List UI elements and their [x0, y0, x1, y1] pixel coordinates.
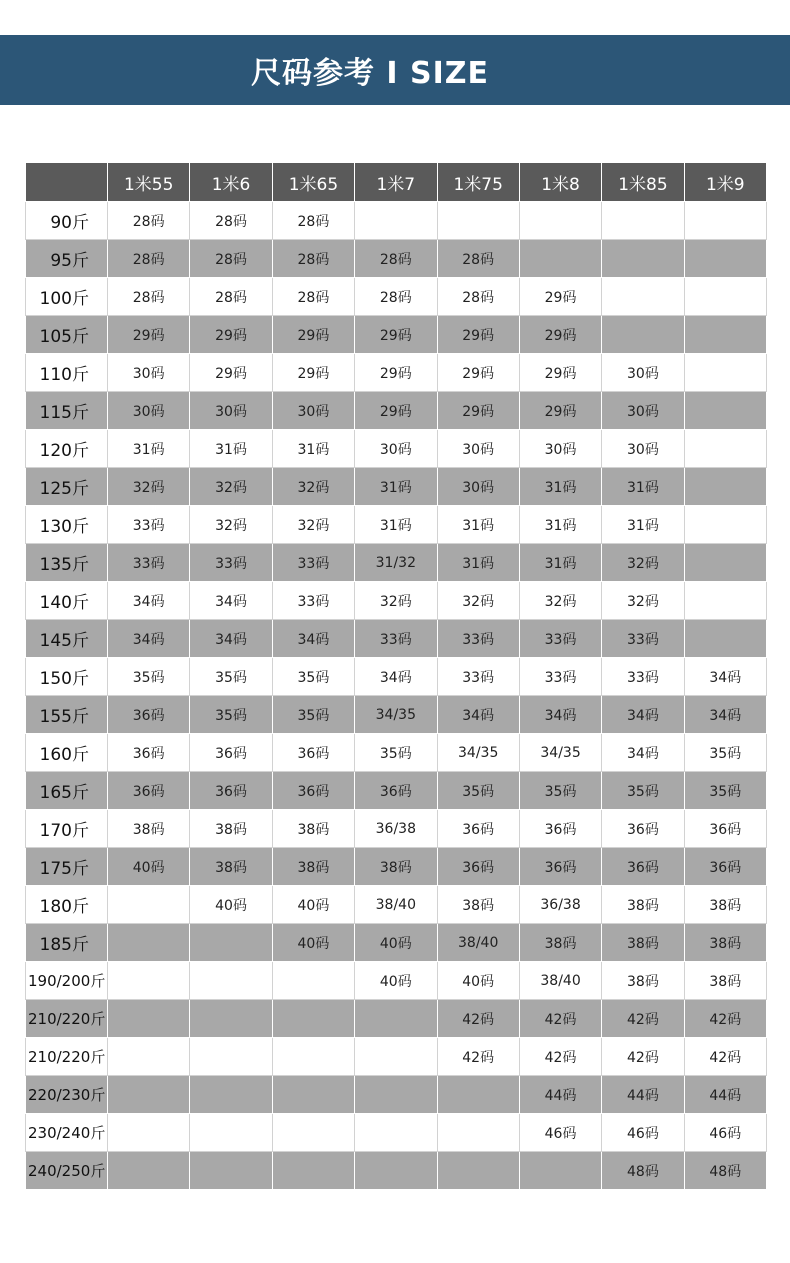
size-cell: 34码 — [272, 620, 354, 658]
table-row — [26, 544, 767, 582]
size-cell — [684, 354, 766, 392]
height-column-header: 1米6 — [190, 163, 272, 202]
size-cell — [519, 1152, 601, 1190]
weight-cell: 155斤 — [26, 696, 108, 734]
table-row — [26, 924, 767, 962]
weight-cell: 165斤 — [26, 772, 108, 810]
size-cell — [272, 1152, 354, 1190]
size-cell — [272, 1076, 354, 1114]
size-cell: 38/40 — [355, 886, 437, 924]
weight-cell: 220/230斤 — [26, 1076, 108, 1114]
size-cell: 33码 — [602, 658, 684, 696]
size-cell: 32码 — [519, 582, 601, 620]
size-cell: 35码 — [190, 658, 272, 696]
height-column-header: 1米7 — [355, 163, 437, 202]
size-cell: 28码 — [437, 240, 519, 278]
size-cell — [437, 202, 519, 240]
size-cell: 34码 — [190, 582, 272, 620]
size-cell: 38码 — [684, 886, 766, 924]
size-cell: 35码 — [602, 772, 684, 810]
weight-cell: 240/250斤 — [26, 1152, 108, 1190]
size-cell: 33码 — [519, 620, 601, 658]
size-cell: 38码 — [684, 962, 766, 1000]
table-row — [26, 354, 767, 392]
size-cell: 32码 — [355, 582, 437, 620]
size-cell: 34码 — [519, 696, 601, 734]
table-row — [26, 886, 767, 924]
weight-cell: 170斤 — [26, 810, 108, 848]
size-cell — [355, 1152, 437, 1190]
size-cell: 38码 — [108, 810, 190, 848]
size-cell: 36码 — [437, 848, 519, 886]
size-cell: 40码 — [190, 886, 272, 924]
size-cell: 29码 — [355, 316, 437, 354]
size-cell: 29码 — [355, 354, 437, 392]
size-cell: 32码 — [272, 468, 354, 506]
size-cell — [108, 962, 190, 1000]
size-cell: 30码 — [602, 392, 684, 430]
size-cell: 33码 — [437, 658, 519, 696]
table-row — [26, 848, 767, 886]
size-cell: 30码 — [272, 392, 354, 430]
size-cell: 31码 — [602, 506, 684, 544]
size-cell: 38码 — [190, 810, 272, 848]
size-cell — [355, 202, 437, 240]
size-cell: 40码 — [355, 962, 437, 1000]
size-cell: 29码 — [519, 354, 601, 392]
size-cell: 30码 — [355, 430, 437, 468]
height-column-header: 1米65 — [272, 163, 354, 202]
size-table-body — [26, 202, 767, 1190]
size-cell: 32码 — [437, 582, 519, 620]
size-cell: 42码 — [519, 1000, 601, 1038]
size-cell: 34/35 — [437, 734, 519, 772]
size-cell — [602, 316, 684, 354]
size-cell: 29码 — [519, 392, 601, 430]
size-cell: 29码 — [437, 392, 519, 430]
size-cell: 33码 — [108, 544, 190, 582]
size-cell: 35码 — [684, 734, 766, 772]
size-cell — [437, 1076, 519, 1114]
table-row — [26, 202, 767, 240]
size-cell: 31码 — [519, 468, 601, 506]
size-cell: 31码 — [190, 430, 272, 468]
height-column-header: 1米55 — [108, 163, 190, 202]
size-cell — [190, 1114, 272, 1152]
size-cell: 36码 — [519, 848, 601, 886]
size-cell: 42码 — [684, 1038, 766, 1076]
size-cell: 35码 — [437, 772, 519, 810]
table-row — [26, 620, 767, 658]
weight-cell: 185斤 — [26, 924, 108, 962]
size-cell: 28码 — [108, 240, 190, 278]
size-cell: 34码 — [602, 734, 684, 772]
size-cell: 29码 — [437, 354, 519, 392]
size-cell: 35码 — [272, 658, 354, 696]
size-cell: 32码 — [602, 582, 684, 620]
size-cell — [190, 962, 272, 1000]
size-cell: 31码 — [519, 544, 601, 582]
size-cell — [272, 1114, 354, 1152]
size-cell: 36码 — [108, 696, 190, 734]
size-cell: 38码 — [602, 924, 684, 962]
size-chart-table — [25, 162, 767, 1190]
size-cell: 29码 — [437, 316, 519, 354]
size-cell: 36码 — [190, 772, 272, 810]
size-cell: 30码 — [519, 430, 601, 468]
size-cell: 30码 — [602, 430, 684, 468]
size-cell: 35码 — [190, 696, 272, 734]
size-cell: 33码 — [355, 620, 437, 658]
size-cell: 34/35 — [355, 696, 437, 734]
height-column-header: 1米8 — [519, 163, 601, 202]
size-cell — [437, 1152, 519, 1190]
size-cell: 38码 — [519, 924, 601, 962]
size-cell: 38码 — [437, 886, 519, 924]
size-cell — [519, 240, 601, 278]
table-row — [26, 1038, 767, 1076]
size-cell — [272, 962, 354, 1000]
size-cell — [602, 240, 684, 278]
size-cell: 34码 — [108, 582, 190, 620]
weight-cell: 140斤 — [26, 582, 108, 620]
size-cell: 28码 — [355, 278, 437, 316]
size-cell: 29码 — [519, 278, 601, 316]
weight-cell: 105斤 — [26, 316, 108, 354]
size-cell: 46码 — [519, 1114, 601, 1152]
size-cell: 35码 — [272, 696, 354, 734]
size-cell: 33码 — [437, 620, 519, 658]
weight-cell: 135斤 — [26, 544, 108, 582]
weight-cell: 130斤 — [26, 506, 108, 544]
size-cell: 32码 — [108, 468, 190, 506]
size-cell: 30码 — [437, 468, 519, 506]
size-cell: 29码 — [272, 354, 354, 392]
size-cell: 46码 — [684, 1114, 766, 1152]
size-cell: 42码 — [519, 1038, 601, 1076]
size-cell: 46码 — [602, 1114, 684, 1152]
size-cell: 38码 — [190, 848, 272, 886]
size-cell: 31码 — [272, 430, 354, 468]
size-cell: 28码 — [272, 240, 354, 278]
size-cell: 35码 — [684, 772, 766, 810]
size-cell: 36/38 — [519, 886, 601, 924]
size-cell — [684, 506, 766, 544]
size-cell: 40码 — [108, 848, 190, 886]
table-row — [26, 734, 767, 772]
size-cell: 33码 — [272, 582, 354, 620]
size-cell: 42码 — [602, 1038, 684, 1076]
size-cell — [355, 1038, 437, 1076]
size-cell — [190, 1038, 272, 1076]
size-cell: 38/40 — [437, 924, 519, 962]
weight-cell: 150斤 — [26, 658, 108, 696]
size-cell: 36码 — [190, 734, 272, 772]
table-row — [26, 1152, 767, 1190]
size-cell — [355, 1076, 437, 1114]
size-cell: 31/32 — [355, 544, 437, 582]
size-cell: 32码 — [190, 468, 272, 506]
size-cell: 30码 — [437, 430, 519, 468]
size-cell: 28码 — [272, 278, 354, 316]
weight-cell: 110斤 — [26, 354, 108, 392]
size-cell: 34码 — [108, 620, 190, 658]
size-cell — [272, 1038, 354, 1076]
table-row — [26, 1114, 767, 1152]
table-row — [26, 772, 767, 810]
size-cell: 42码 — [437, 1038, 519, 1076]
size-cell: 36码 — [684, 810, 766, 848]
size-cell: 33码 — [602, 620, 684, 658]
size-cell: 36码 — [684, 848, 766, 886]
size-cell: 42码 — [684, 1000, 766, 1038]
size-cell — [108, 1076, 190, 1114]
height-column-header: 1米85 — [602, 163, 684, 202]
table-row — [26, 962, 767, 1000]
size-cell: 28码 — [190, 278, 272, 316]
weight-cell: 100斤 — [26, 278, 108, 316]
weight-cell: 210/220斤 — [26, 1038, 108, 1076]
size-cell: 36/38 — [355, 810, 437, 848]
size-cell: 36码 — [602, 848, 684, 886]
size-cell: 36码 — [602, 810, 684, 848]
weight-cell: 180斤 — [26, 886, 108, 924]
size-cell — [684, 278, 766, 316]
size-cell: 42码 — [437, 1000, 519, 1038]
table-row — [26, 1076, 767, 1114]
size-cell — [684, 468, 766, 506]
size-cell — [519, 202, 601, 240]
size-cell — [437, 1114, 519, 1152]
size-cell — [108, 886, 190, 924]
size-cell: 31码 — [602, 468, 684, 506]
size-cell — [684, 544, 766, 582]
size-cell — [684, 240, 766, 278]
size-cell: 36码 — [272, 772, 354, 810]
size-cell: 30码 — [190, 392, 272, 430]
weight-cell: 175斤 — [26, 848, 108, 886]
size-cell: 31码 — [355, 506, 437, 544]
size-cell: 36码 — [108, 772, 190, 810]
size-cell — [190, 1152, 272, 1190]
size-cell: 28码 — [190, 240, 272, 278]
weight-cell: 190/200斤 — [26, 962, 108, 1000]
size-cell — [355, 1114, 437, 1152]
table-row — [26, 430, 767, 468]
size-cell: 34/35 — [519, 734, 601, 772]
size-cell — [355, 1000, 437, 1038]
size-cell: 48码 — [602, 1152, 684, 1190]
size-cell: 31码 — [519, 506, 601, 544]
size-cell: 40码 — [272, 886, 354, 924]
size-cell: 38码 — [355, 848, 437, 886]
size-cell — [684, 620, 766, 658]
size-cell: 38码 — [602, 962, 684, 1000]
size-cell — [272, 1000, 354, 1038]
size-cell: 44码 — [519, 1076, 601, 1114]
size-cell: 36码 — [437, 810, 519, 848]
size-cell: 31码 — [437, 544, 519, 582]
size-cell: 32码 — [602, 544, 684, 582]
size-cell: 36码 — [519, 810, 601, 848]
size-cell: 28码 — [437, 278, 519, 316]
size-cell: 40码 — [437, 962, 519, 1000]
size-cell — [190, 1000, 272, 1038]
weight-cell: 210/220斤 — [26, 1000, 108, 1038]
page-title: 尺码参考 I SIZE — [250, 56, 490, 91]
size-cell — [108, 1114, 190, 1152]
height-column-header: 1米75 — [437, 163, 519, 202]
size-cell — [108, 1038, 190, 1076]
size-cell — [190, 924, 272, 962]
size-cell: 40码 — [272, 924, 354, 962]
table-row — [26, 392, 767, 430]
header-row — [26, 163, 767, 202]
size-cell: 36码 — [108, 734, 190, 772]
weight-cell: 115斤 — [26, 392, 108, 430]
size-cell: 44码 — [602, 1076, 684, 1114]
weight-cell: 95斤 — [26, 240, 108, 278]
table-row — [26, 582, 767, 620]
size-cell — [602, 278, 684, 316]
size-cell: 28码 — [355, 240, 437, 278]
size-cell: 42码 — [602, 1000, 684, 1038]
height-column-header: 1米9 — [684, 163, 766, 202]
weight-cell: 120斤 — [26, 430, 108, 468]
size-cell: 34码 — [684, 696, 766, 734]
size-cell: 29码 — [108, 316, 190, 354]
size-cell: 34码 — [602, 696, 684, 734]
size-cell: 33码 — [108, 506, 190, 544]
size-cell: 38码 — [602, 886, 684, 924]
size-cell — [108, 924, 190, 962]
size-cell: 48码 — [684, 1152, 766, 1190]
weight-cell: 145斤 — [26, 620, 108, 658]
table-row — [26, 696, 767, 734]
size-cell: 33码 — [519, 658, 601, 696]
table-row — [26, 278, 767, 316]
size-cell — [684, 202, 766, 240]
size-cell: 33码 — [272, 544, 354, 582]
size-cell: 29码 — [519, 316, 601, 354]
size-cell — [108, 1000, 190, 1038]
table-row — [26, 506, 767, 544]
size-cell: 40码 — [355, 924, 437, 962]
size-cell — [108, 1152, 190, 1190]
size-cell: 34码 — [437, 696, 519, 734]
weight-cell: 160斤 — [26, 734, 108, 772]
size-cell: 36码 — [355, 772, 437, 810]
size-cell: 32码 — [272, 506, 354, 544]
size-cell: 29码 — [272, 316, 354, 354]
size-cell: 44码 — [684, 1076, 766, 1114]
title-banner — [0, 35, 790, 105]
size-cell — [684, 392, 766, 430]
size-cell: 34码 — [190, 620, 272, 658]
size-cell: 31码 — [108, 430, 190, 468]
size-cell: 28码 — [108, 202, 190, 240]
size-cell: 34码 — [355, 658, 437, 696]
table-row — [26, 316, 767, 354]
weight-cell: 125斤 — [26, 468, 108, 506]
size-cell: 29码 — [190, 316, 272, 354]
table-row — [26, 240, 767, 278]
size-cell: 32码 — [190, 506, 272, 544]
size-cell: 36码 — [272, 734, 354, 772]
table-row — [26, 810, 767, 848]
table-row — [26, 468, 767, 506]
size-cell: 28码 — [190, 202, 272, 240]
weight-cell: 90斤 — [26, 202, 108, 240]
table-row — [26, 658, 767, 696]
header-corner — [26, 163, 108, 202]
size-cell — [602, 202, 684, 240]
size-cell: 38码 — [272, 810, 354, 848]
size-cell: 35码 — [355, 734, 437, 772]
size-cell: 38码 — [272, 848, 354, 886]
weight-cell: 230/240斤 — [26, 1114, 108, 1152]
size-cell: 35码 — [108, 658, 190, 696]
size-cell — [684, 582, 766, 620]
size-cell: 29码 — [355, 392, 437, 430]
size-cell: 38/40 — [519, 962, 601, 1000]
size-cell: 31码 — [355, 468, 437, 506]
size-cell — [190, 1076, 272, 1114]
size-cell: 31码 — [437, 506, 519, 544]
size-cell: 29码 — [190, 354, 272, 392]
size-cell: 34码 — [684, 658, 766, 696]
size-cell — [684, 316, 766, 354]
size-cell: 30码 — [108, 392, 190, 430]
size-cell: 28码 — [272, 202, 354, 240]
size-cell — [684, 430, 766, 468]
size-cell: 30码 — [602, 354, 684, 392]
table-row — [26, 1000, 767, 1038]
size-cell: 38码 — [684, 924, 766, 962]
size-cell: 33码 — [190, 544, 272, 582]
size-cell: 28码 — [108, 278, 190, 316]
size-cell: 30码 — [108, 354, 190, 392]
size-cell: 35码 — [519, 772, 601, 810]
